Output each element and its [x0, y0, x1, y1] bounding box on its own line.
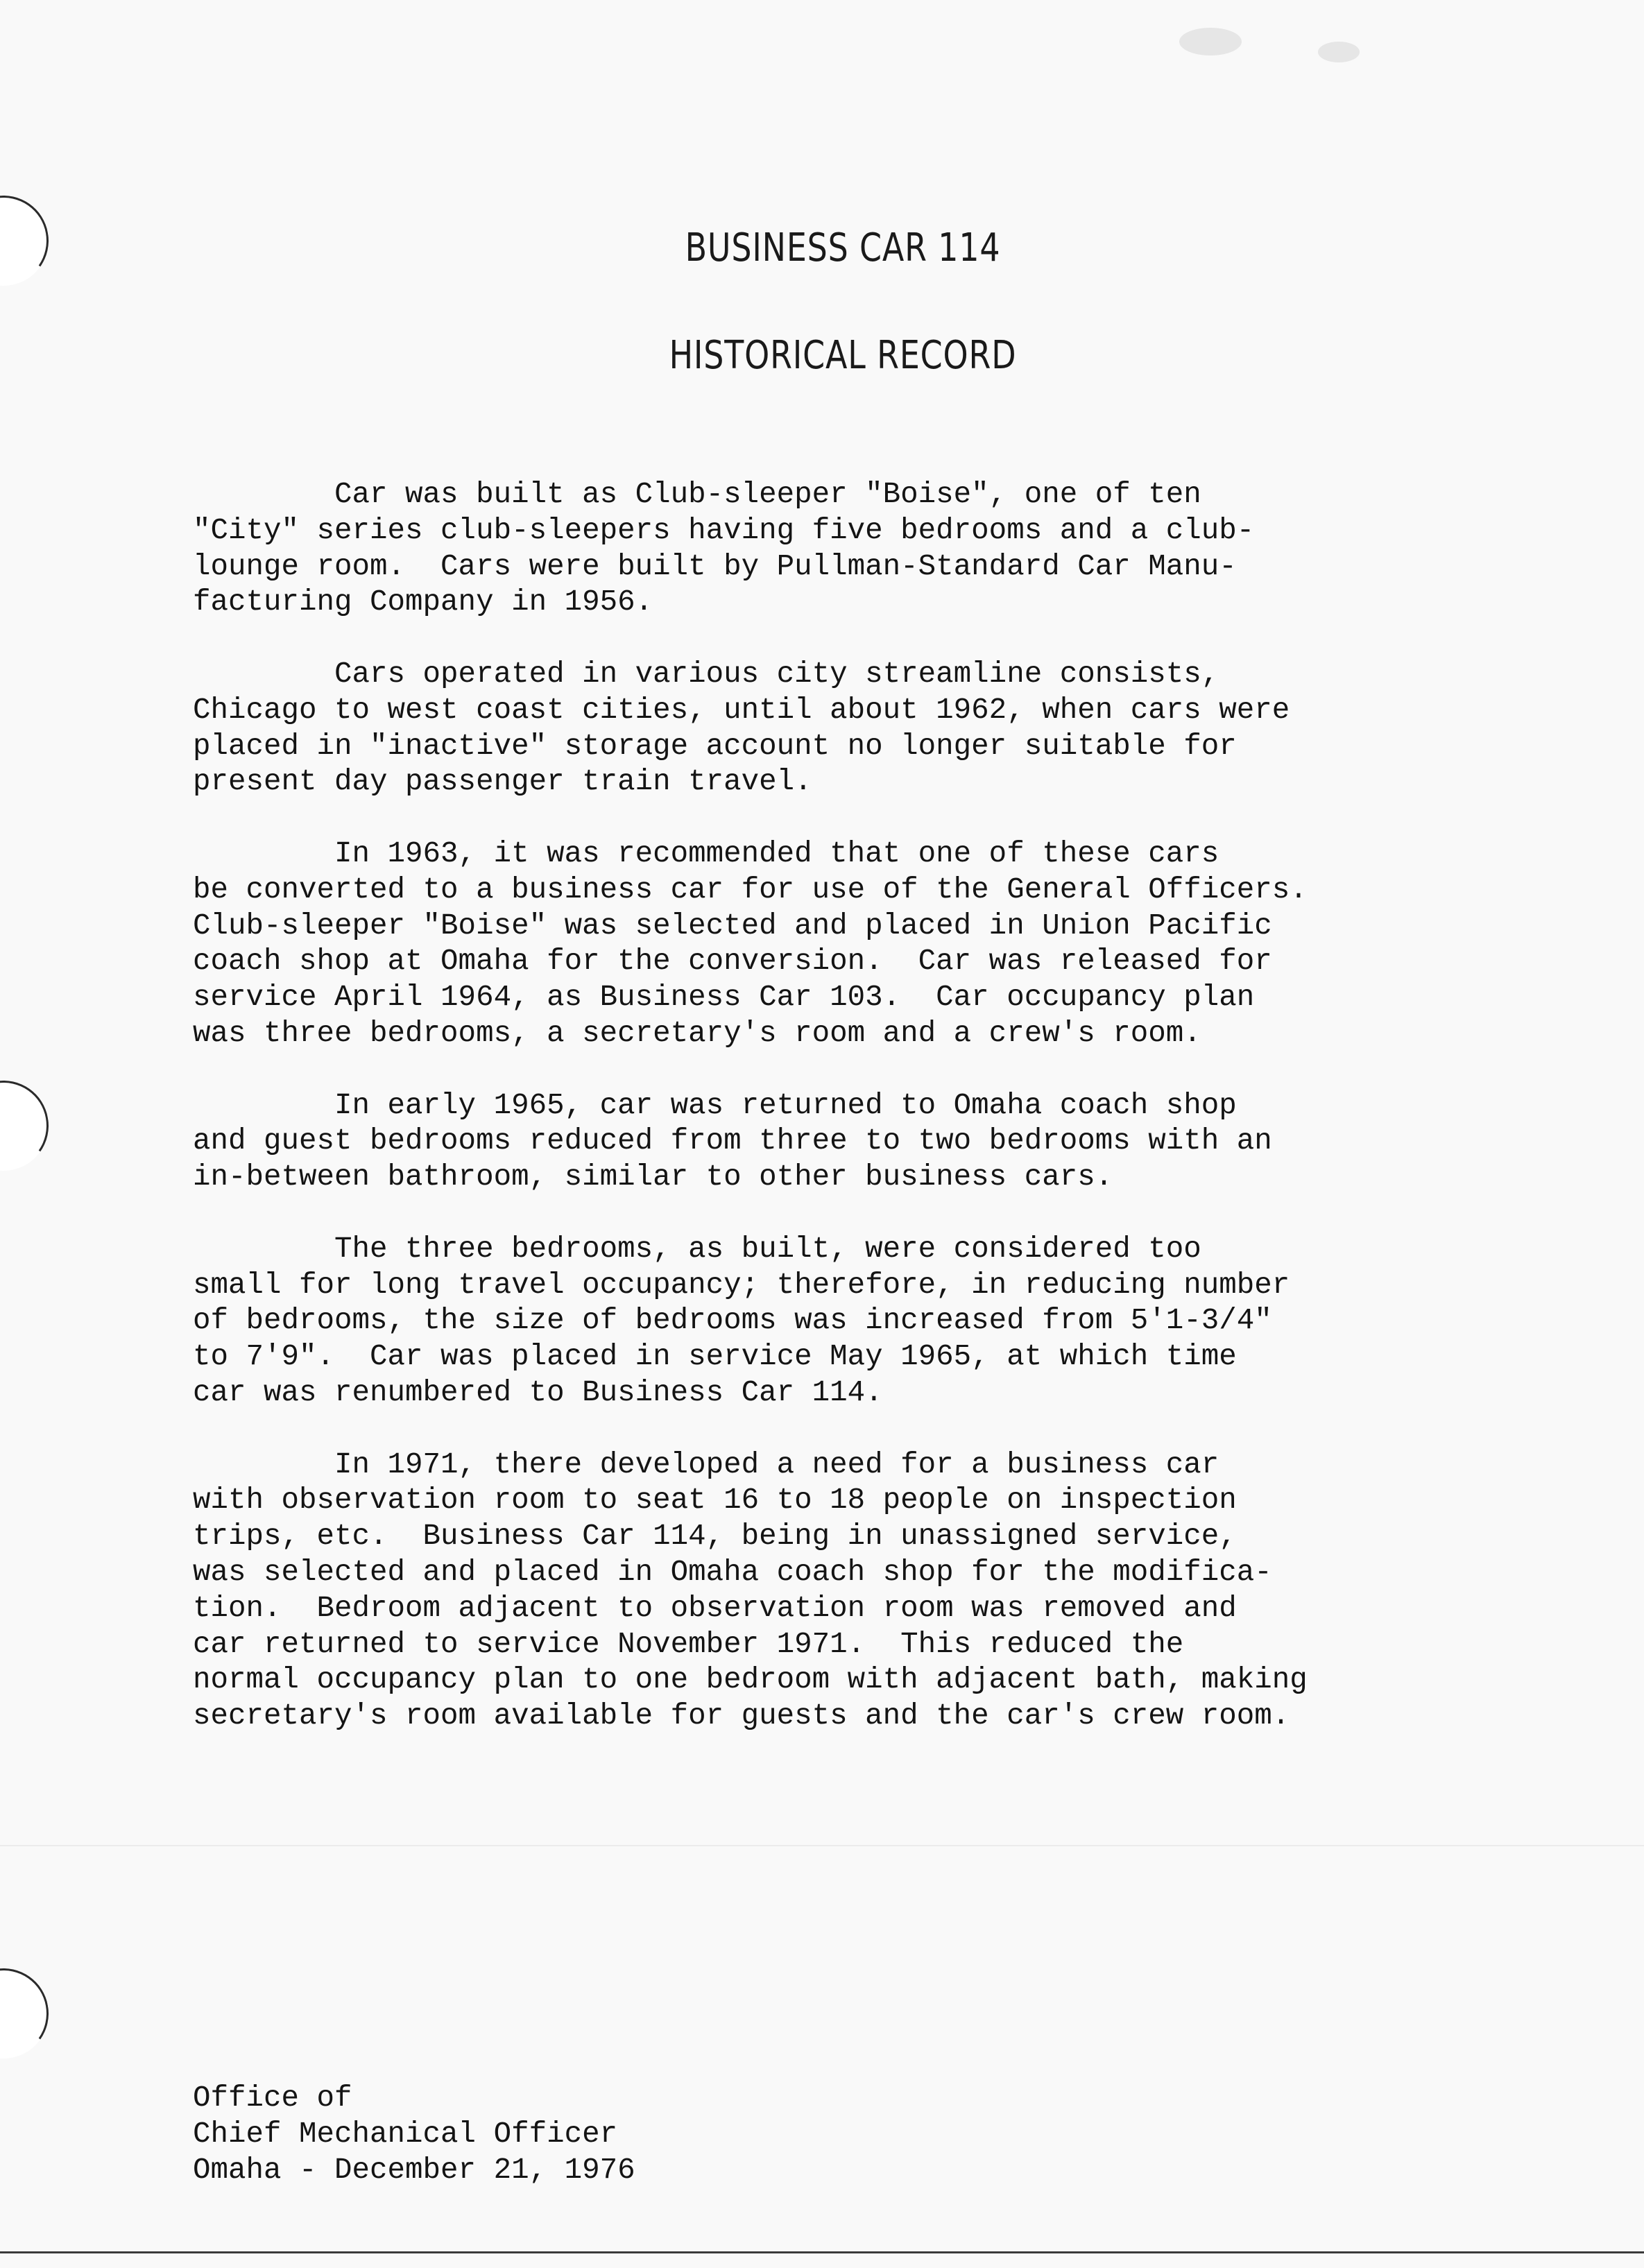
text-line: Cars operated in various city streamline consists,	[193, 657, 1219, 691]
page-bottom-edge	[0, 2251, 1644, 2253]
text-line: car returned to service November 1971. This reduced the	[193, 1627, 1184, 1661]
text-line: facturing Company in 1956.	[193, 585, 653, 619]
text-line: coach shop at Omaha for the conversion. Car was released for	[193, 945, 1272, 979]
signature-block	[193, 2081, 635, 2188]
punch-hole-bottom	[0, 1961, 55, 2066]
smudge-mark	[1179, 28, 1242, 55]
smudge-mark	[1318, 42, 1360, 62]
text-line: be converted to a business car for use of the General Officers.	[193, 873, 1308, 907]
text-line: in-between bathroom, similar to other business cars.	[193, 1160, 1113, 1194]
paragraph-1971-observation	[193, 1447, 1580, 1735]
text-line: of bedrooms, the size of bedrooms was increased from 5'1-3/4"	[193, 1304, 1272, 1338]
text-line: service April 1964, as Business Car 103. Car occupancy plan	[193, 981, 1255, 1015]
text-line: was selected and placed in Omaha coach shop for the modifica-	[193, 1555, 1272, 1589]
signature-title: Chief Mechanical Officer	[193, 2117, 618, 2151]
text-line: Car was built as Club-sleeper "Boise", one of ten	[193, 478, 1201, 511]
text-line: secretary's room available for guests and the car's crew room.	[193, 1699, 1290, 1733]
text-line: with observation room to seat 16 to 18 people on inspection	[193, 1484, 1237, 1518]
punch-hole-middle	[0, 1074, 55, 1178]
text-line: to 7'9". Car was placed in service May 1965, at which time	[193, 1340, 1237, 1374]
text-line: and guest bedrooms reduced from three to two bedrooms with an	[193, 1124, 1272, 1158]
text-line: lounge room. Cars were built by Pullman-Standard Car Manu-	[193, 549, 1237, 583]
document-title: BUSINESS CAR 114	[685, 225, 1001, 270]
text-line: The three bedrooms, as built, were considered too	[193, 1232, 1201, 1266]
text-line: car was renumbered to Business Car 114.	[193, 1375, 883, 1409]
text-line: Chicago to west coast cities, until about 1962, when cars were	[193, 693, 1290, 727]
text-line: In 1963, it was recommended that one of these cars	[193, 836, 1219, 870]
text-line: Club-sleeper "Boise" was selected and placed in Union Pacific	[193, 909, 1272, 943]
paragraph-1963-conversion	[193, 836, 1580, 1052]
paragraph-original-build	[193, 477, 1580, 621]
paragraph-bedroom-resize	[193, 1232, 1580, 1411]
paragraph-1965-modification	[193, 1088, 1580, 1196]
signature-office: Office of	[193, 2081, 352, 2115]
text-line: small for long travel occupancy; therefore, in reducing number	[193, 1268, 1290, 1302]
text-line: "City" series club-sleepers having five bedrooms and a club-	[193, 513, 1255, 547]
text-line: In early 1965, car was returned to Omaha coach shop	[193, 1088, 1237, 1122]
punch-hole-top	[0, 189, 55, 293]
text-line: normal occupancy plan to one bedroom with adjacent bath, making	[193, 1663, 1308, 1697]
text-line: placed in "inactive" storage account no longer suitable for	[193, 729, 1237, 763]
document-subtitle: HISTORICAL RECORD	[669, 333, 1017, 378]
text-line: trips, etc. Business Car 114, being in unassigned service,	[193, 1520, 1237, 1554]
paragraph-operation-history	[193, 657, 1580, 800]
document-body	[193, 477, 1580, 1771]
text-line: was three bedrooms, a secretary's room and a crew's room.	[193, 1016, 1201, 1050]
signature-date: Omaha - December 21, 1976	[193, 2153, 635, 2187]
text-line: tion. Bedroom adjacent to observation room was removed and	[193, 1591, 1237, 1625]
page-fold-line	[0, 1845, 1644, 1846]
text-line: present day passenger train travel.	[193, 765, 812, 799]
text-line: In 1971, there developed a need for a business car	[193, 1447, 1219, 1481]
